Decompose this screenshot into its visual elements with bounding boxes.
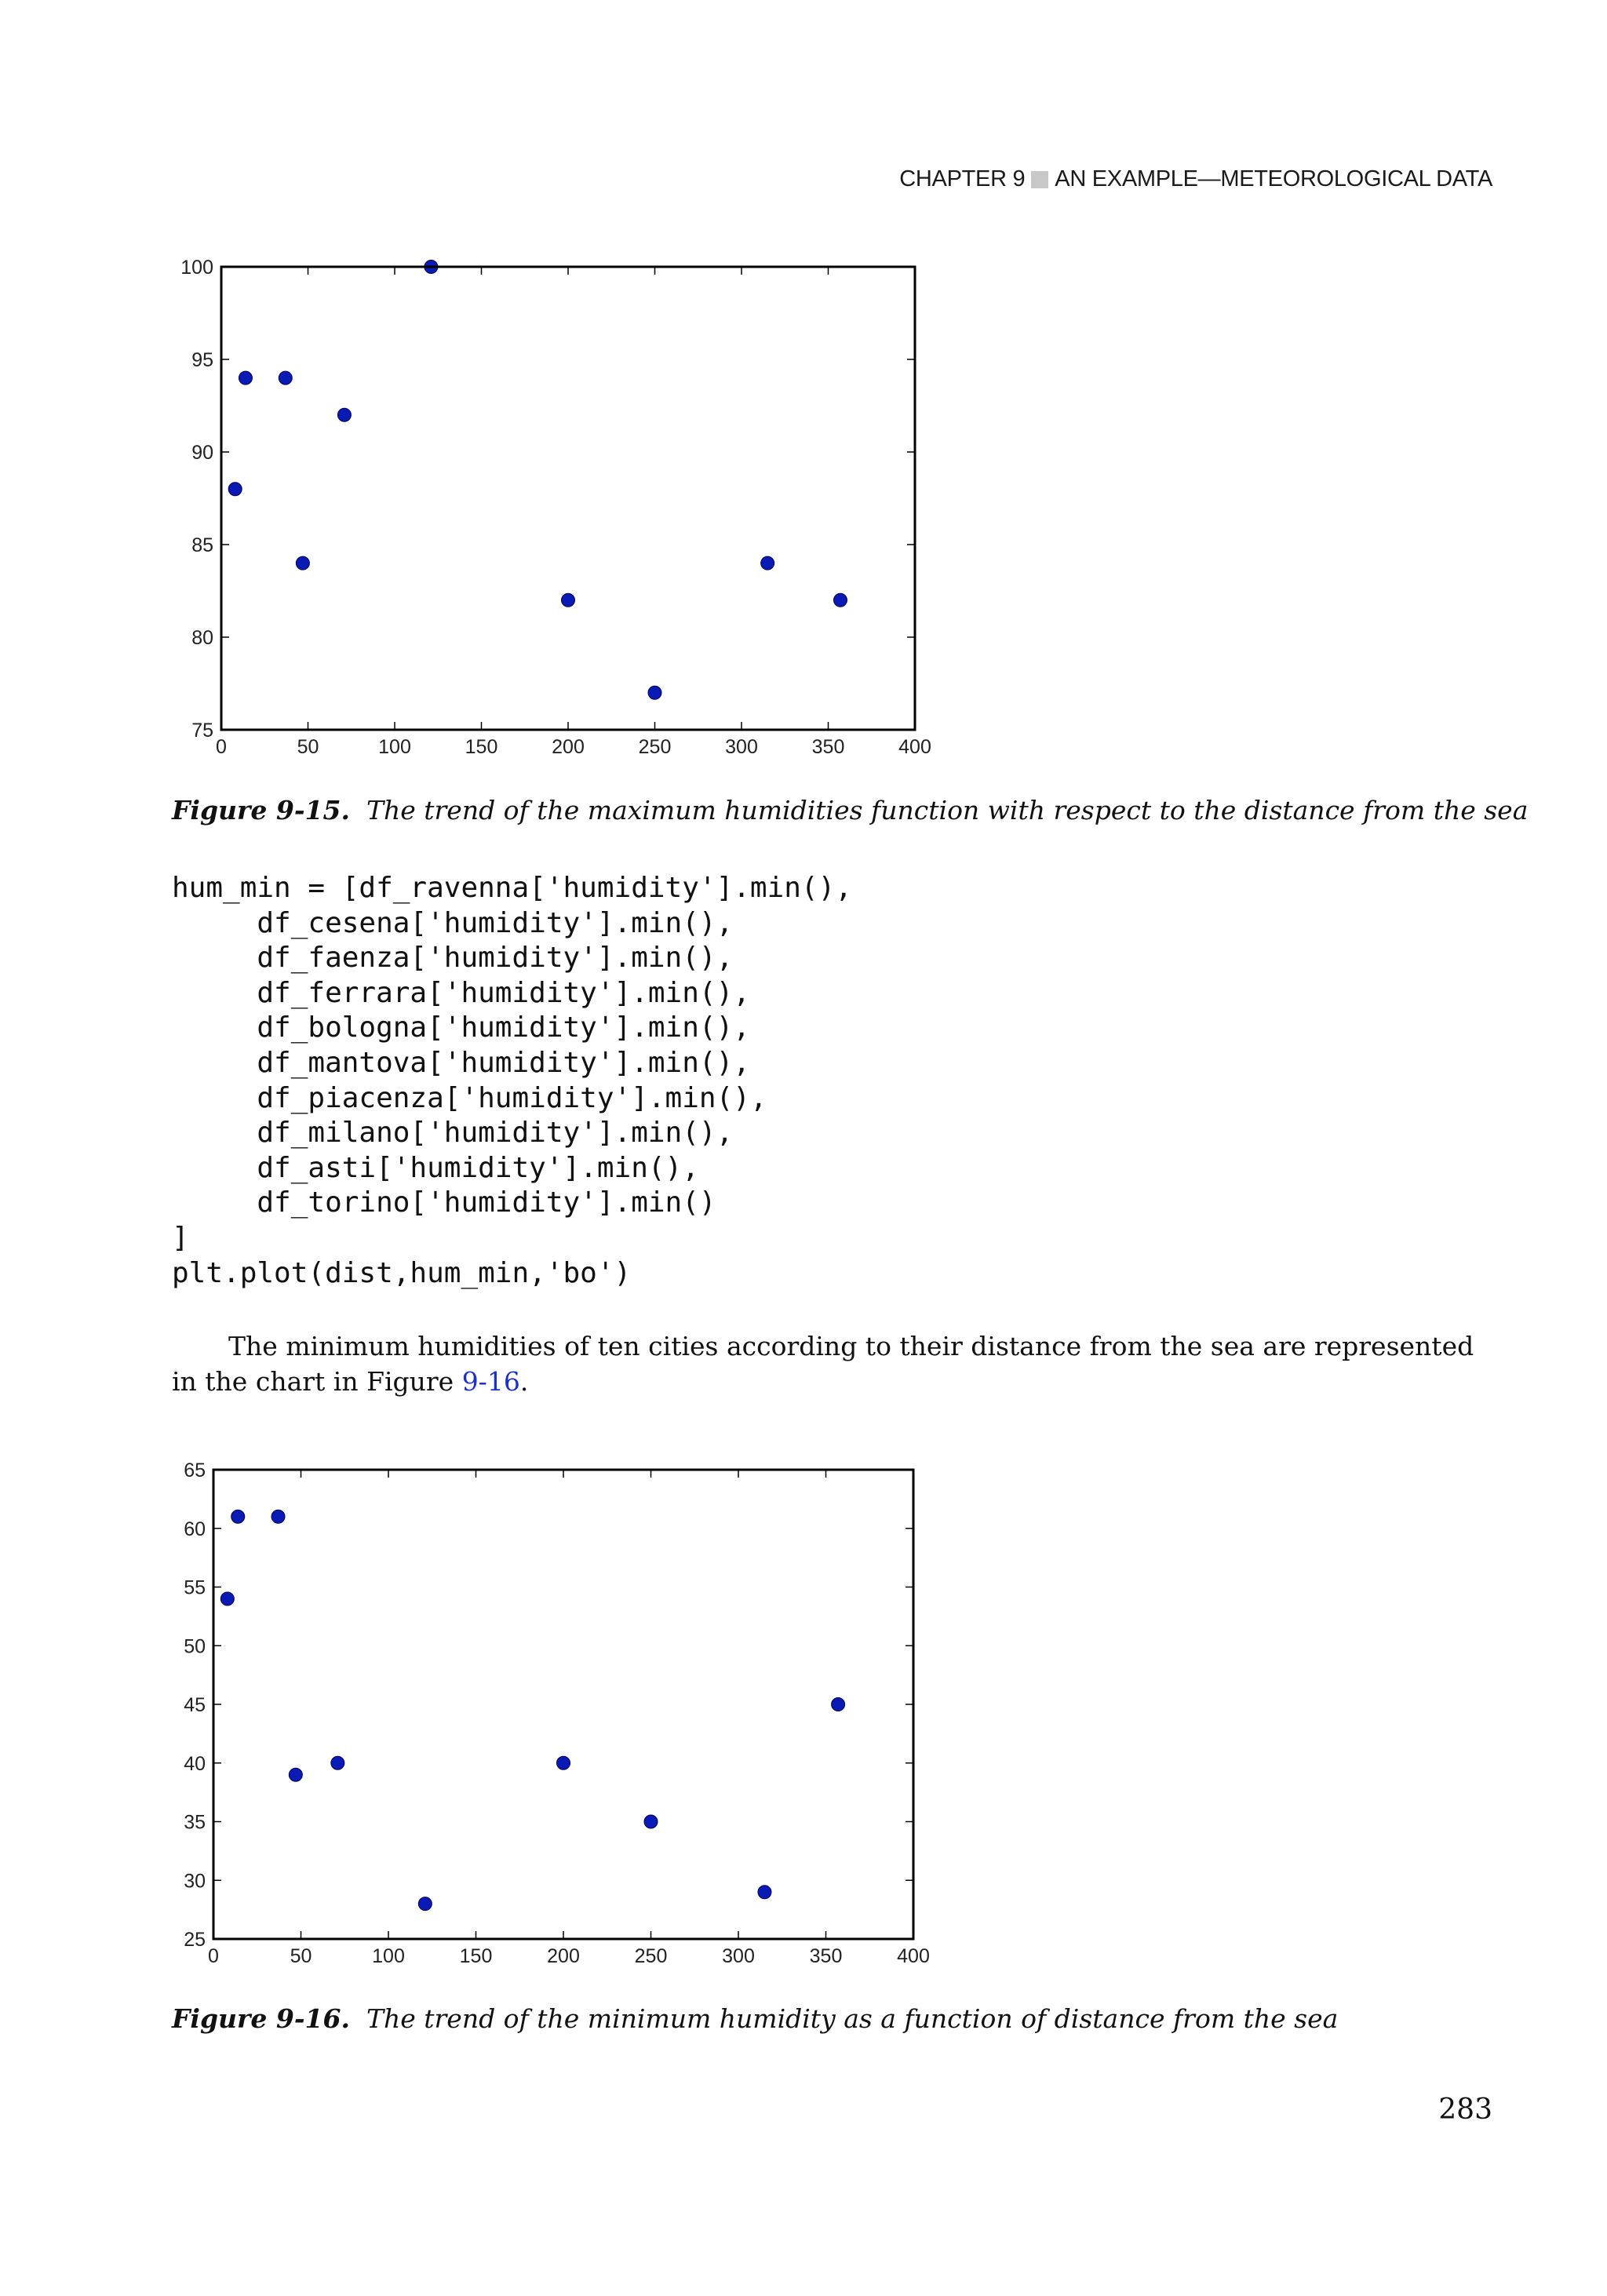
paragraph-text-end: . xyxy=(519,1366,529,1397)
x-tick-label: 50 xyxy=(290,1945,312,1967)
code-line: df_mantova['humidity'].min(), xyxy=(257,1046,750,1079)
chapter-title: AN EXAMPLE—METEOROLOGICAL DATA xyxy=(1055,166,1492,191)
code-line: df_ferrara['humidity'].min(), xyxy=(257,976,750,1009)
y-tick-label: 95 xyxy=(191,349,213,371)
y-tick-label: 35 xyxy=(184,1811,206,1834)
x-tick-label: 0 xyxy=(208,1945,219,1967)
x-tick-label: 200 xyxy=(552,736,585,758)
y-tick-label: 45 xyxy=(184,1694,206,1716)
figure-9-16-caption xyxy=(172,2003,1338,2034)
data-point xyxy=(331,1756,344,1769)
figure-9-16-caption-text: The trend of the minimum humidity as a function of distance from the sea xyxy=(366,2003,1339,2034)
separator-square-icon xyxy=(1031,171,1048,188)
data-point xyxy=(220,1592,234,1605)
code-line: df_bologna['humidity'].min(), xyxy=(257,1011,750,1044)
x-tick-label: 350 xyxy=(811,736,845,758)
figure-link[interactable]: 9-16 xyxy=(461,1366,520,1397)
data-point xyxy=(271,1510,285,1523)
data-point xyxy=(289,1768,302,1781)
data-point xyxy=(832,1698,845,1711)
x-tick-label: 50 xyxy=(297,736,319,758)
x-tick-label: 300 xyxy=(722,1945,755,1967)
code-line: df_torino['humidity'].min() xyxy=(257,1186,716,1219)
code-line: df_asti['humidity'].min(), xyxy=(257,1151,699,1184)
x-tick-label: 150 xyxy=(459,1945,493,1967)
code-line: df_milano['humidity'].min(), xyxy=(257,1117,734,1150)
y-tick-label: 25 xyxy=(184,1929,206,1951)
code-line: hum_min = [df_ravenna['humidity'].min(), xyxy=(172,872,852,904)
code-line: df_cesena['humidity'].min(), xyxy=(257,906,734,939)
data-point xyxy=(557,1756,570,1769)
code-line: ] xyxy=(172,1221,189,1254)
x-tick-label: 150 xyxy=(465,736,498,758)
y-tick-label: 75 xyxy=(191,720,213,742)
x-tick-label: 100 xyxy=(372,1945,405,1967)
code-line: df_piacenza['humidity'].min(), xyxy=(257,1081,767,1114)
y-tick-label: 30 xyxy=(184,1870,206,1893)
y-tick-label: 100 xyxy=(180,257,213,279)
x-tick-label: 100 xyxy=(378,736,411,758)
x-tick-label: 0 xyxy=(216,736,227,758)
figure-9-15-caption-text: The trend of the maximum humidities function with respect to the distance from the sea xyxy=(366,795,1529,825)
y-tick-label: 60 xyxy=(184,1518,206,1540)
x-tick-label: 350 xyxy=(809,1945,843,1967)
code-line: df_faenza['humidity'].min(), xyxy=(257,942,734,975)
data-point xyxy=(231,1510,245,1523)
y-tick-label: 65 xyxy=(184,1460,206,1481)
code-line: plt.plot(dist,hum_min,'bo') xyxy=(172,1256,632,1289)
x-tick-label: 400 xyxy=(898,736,931,758)
page-number: 283 xyxy=(1438,2094,1492,2126)
plot-frame xyxy=(213,1470,913,1939)
y-tick-label: 40 xyxy=(184,1752,206,1775)
x-tick-label: 250 xyxy=(634,1945,668,1967)
data-point xyxy=(418,1897,432,1911)
y-tick-label: 80 xyxy=(191,627,213,649)
y-tick-label: 50 xyxy=(184,1635,206,1658)
figure-9-16-label: Figure 9-16. xyxy=(172,2003,350,2034)
chapter-label: CHAPTER 9 xyxy=(899,166,1026,191)
x-tick-label: 400 xyxy=(897,1945,930,1967)
data-point xyxy=(758,1886,771,1899)
y-tick-label: 90 xyxy=(191,442,213,464)
x-tick-label: 200 xyxy=(547,1945,580,1967)
y-tick-label: 55 xyxy=(184,1576,206,1599)
y-tick-label: 85 xyxy=(191,534,213,556)
paragraph-text: The minimum humidities of ten cities according to their distance from the sea are represented in the chart in Figure xyxy=(172,1331,1474,1397)
x-tick-label: 300 xyxy=(725,736,758,758)
data-point xyxy=(644,1815,658,1828)
x-tick-label: 250 xyxy=(638,736,672,758)
figure-9-15-label: Figure 9-15. xyxy=(172,795,350,825)
